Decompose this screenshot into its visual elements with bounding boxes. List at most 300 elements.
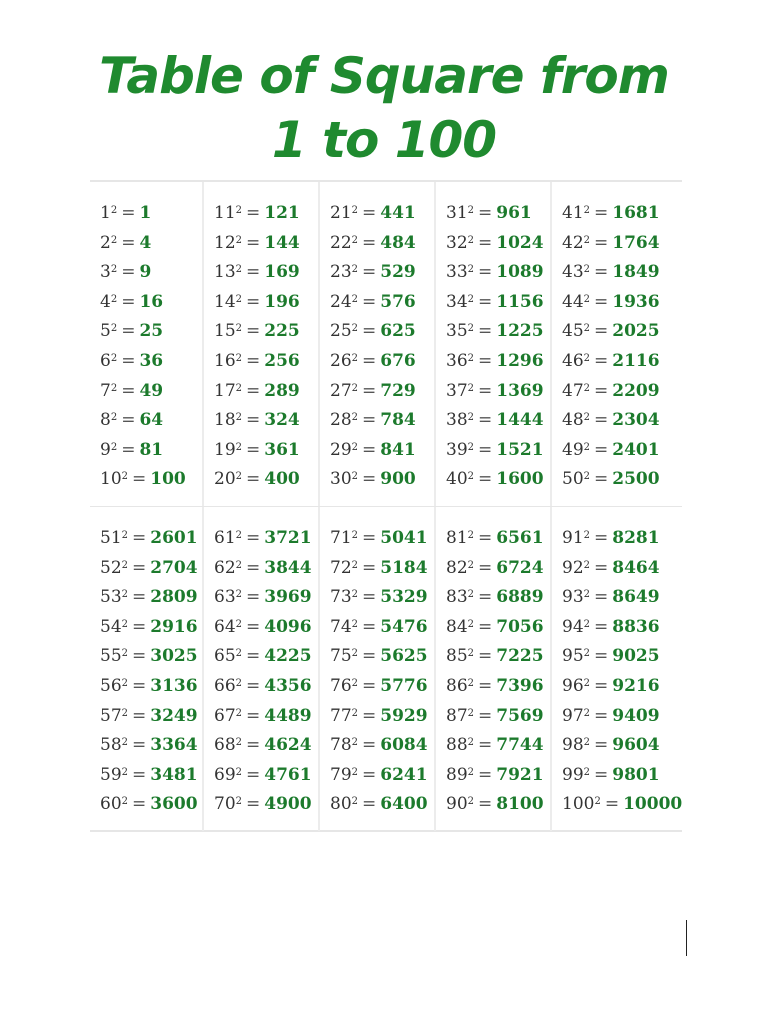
- square-entry: [214, 469, 300, 489]
- square-entry: [446, 765, 544, 785]
- base-number: 29: [330, 439, 352, 460]
- base-number: 82: [446, 557, 468, 578]
- square-entry: [562, 292, 660, 312]
- exponent: 2: [583, 707, 591, 719]
- square-value: 2601: [150, 528, 198, 548]
- base-number: 80: [330, 794, 352, 815]
- square-entry: [330, 528, 428, 548]
- base-number: 48: [562, 410, 584, 431]
- equals-sign: =: [594, 262, 609, 283]
- exponent: 2: [351, 678, 359, 689]
- square-value: 1296: [496, 351, 544, 371]
- square-value: 2704: [150, 557, 198, 578]
- base-number: 86: [446, 676, 468, 696]
- equals-sign: =: [362, 291, 377, 312]
- base-number: 67: [214, 705, 236, 726]
- exponent: 2: [121, 707, 129, 719]
- base-number: 94: [562, 616, 584, 637]
- equals-sign: =: [121, 232, 136, 253]
- square-value: 16: [139, 291, 164, 312]
- equals-sign: =: [594, 646, 609, 667]
- square-value: 4624: [264, 735, 312, 756]
- square-value: 5776: [380, 676, 428, 696]
- base-number: 40: [446, 469, 468, 490]
- equals-sign: =: [246, 321, 261, 342]
- base-number: 49: [562, 439, 584, 460]
- square-entry: [214, 735, 312, 755]
- square-value: 5041: [380, 528, 428, 548]
- base-number: 8: [100, 410, 111, 431]
- equals-sign: =: [594, 764, 609, 785]
- equals-sign: =: [246, 557, 261, 578]
- table-column: [202, 182, 320, 506]
- square-value: 841: [380, 439, 416, 460]
- square-value: 4: [139, 232, 152, 253]
- square-value: 3969: [264, 587, 312, 608]
- exponent: 2: [110, 353, 118, 364]
- square-value: 3249: [150, 705, 198, 726]
- exponent: 2: [583, 737, 591, 749]
- exponent: 2: [121, 678, 129, 689]
- square-entry: [214, 321, 300, 341]
- base-number: 46: [562, 351, 584, 371]
- equals-sign: =: [246, 528, 261, 548]
- square-value: 144: [264, 232, 300, 253]
- exponent: 2: [121, 471, 129, 483]
- equals-sign: =: [478, 321, 493, 342]
- exponent: 2: [583, 205, 591, 216]
- base-number: 5: [100, 321, 111, 342]
- base-number: 75: [330, 646, 352, 667]
- base-number: 2: [100, 232, 111, 253]
- base-number: 38: [446, 410, 468, 431]
- square-entry: [214, 706, 312, 726]
- square-value: 289: [264, 380, 300, 401]
- base-number: 76: [330, 676, 352, 696]
- square-value: 256: [264, 351, 300, 371]
- square-value: 400: [264, 469, 300, 490]
- equals-sign: =: [478, 557, 493, 578]
- square-value: 4761: [264, 764, 312, 785]
- exponent: 2: [583, 766, 591, 778]
- square-entry: [214, 410, 300, 430]
- equals-sign: =: [362, 705, 377, 726]
- equals-sign: =: [478, 410, 493, 431]
- exponent: 2: [467, 766, 475, 778]
- equals-sign: =: [362, 439, 377, 460]
- exponent: 2: [467, 441, 475, 453]
- equals-sign: =: [121, 439, 136, 460]
- exponent: 2: [583, 353, 591, 364]
- base-number: 21: [330, 203, 352, 223]
- equals-sign: =: [478, 439, 493, 460]
- equals-sign: =: [478, 735, 493, 756]
- title-line-2: 1 to 100: [271, 111, 497, 169]
- square-entry: [100, 351, 163, 371]
- square-entry: [214, 440, 300, 460]
- exponent: 2: [351, 264, 359, 276]
- base-number: 42: [562, 232, 584, 253]
- exponent: 2: [583, 471, 591, 483]
- equals-sign: =: [246, 735, 261, 756]
- table-column: [90, 182, 202, 506]
- square-entry: [446, 292, 544, 312]
- equals-sign: =: [362, 616, 377, 637]
- equals-sign: =: [594, 439, 609, 460]
- table-column: [434, 182, 552, 506]
- equals-sign: =: [594, 410, 609, 431]
- equals-sign: =: [478, 291, 493, 312]
- exponent: 2: [235, 323, 243, 335]
- base-number: 99: [562, 764, 584, 785]
- exponent: 2: [235, 796, 243, 808]
- square-value: 5625: [380, 646, 428, 667]
- square-value: 1225: [496, 321, 544, 342]
- square-value: 225: [264, 321, 300, 342]
- base-number: 83: [446, 587, 468, 608]
- square-value: 361: [264, 439, 300, 460]
- base-number: 78: [330, 735, 352, 756]
- square-value: 1936: [612, 291, 660, 312]
- square-value: 4096: [264, 616, 312, 637]
- square-value: 25: [139, 321, 164, 342]
- square-entry: [330, 381, 416, 401]
- base-number: 98: [562, 735, 584, 756]
- base-number: 85: [446, 646, 468, 667]
- square-entry: [330, 351, 416, 371]
- square-entry: [214, 794, 312, 814]
- square-value: 1444: [496, 410, 544, 431]
- square-entry: [214, 351, 300, 371]
- equals-sign: =: [594, 557, 609, 578]
- square-entry: [100, 587, 198, 607]
- square-entry: [562, 203, 660, 223]
- square-value: 2916: [150, 616, 198, 637]
- square-entry: [562, 381, 660, 401]
- square-value: 4356: [264, 676, 312, 696]
- base-number: 34: [446, 291, 468, 312]
- exponent: 2: [583, 648, 591, 660]
- equals-sign: =: [478, 528, 493, 548]
- exponent: 2: [351, 530, 359, 541]
- base-number: 15: [214, 321, 236, 342]
- base-number: 4: [100, 291, 111, 312]
- equals-sign: =: [246, 262, 261, 283]
- equals-sign: =: [246, 587, 261, 608]
- equals-sign: =: [246, 676, 261, 696]
- square-entry: [330, 765, 428, 785]
- table-column: [318, 182, 436, 506]
- base-number: 64: [214, 616, 236, 637]
- equals-sign: =: [594, 380, 609, 401]
- base-number: 24: [330, 291, 352, 312]
- square-entry: [562, 558, 660, 578]
- square-entry: [214, 765, 312, 785]
- equals-sign: =: [132, 557, 147, 578]
- exponent: 2: [235, 205, 243, 216]
- square-entry: [330, 706, 428, 726]
- equals-sign: =: [478, 469, 493, 490]
- exponent: 2: [351, 648, 359, 660]
- square-entry: [446, 381, 544, 401]
- equals-sign: =: [362, 646, 377, 667]
- square-entry: [100, 706, 198, 726]
- table-column: [550, 182, 684, 506]
- exponent: 2: [235, 559, 243, 571]
- equals-sign: =: [362, 262, 377, 283]
- exponent: 2: [351, 412, 359, 424]
- exponent: 2: [583, 618, 591, 630]
- base-number: 51: [100, 528, 122, 548]
- base-number: 3: [100, 262, 111, 283]
- text-cursor: [686, 920, 687, 956]
- equals-sign: =: [121, 203, 136, 223]
- square-entry: [214, 558, 312, 578]
- base-number: 28: [330, 410, 352, 431]
- equals-sign: =: [362, 351, 377, 371]
- square-entry: [214, 292, 300, 312]
- exponent: 2: [235, 441, 243, 453]
- equals-sign: =: [132, 616, 147, 637]
- equals-sign: =: [594, 616, 609, 637]
- exponent: 2: [235, 234, 243, 246]
- square-value: 3600: [150, 794, 198, 815]
- square-entry: [562, 410, 660, 430]
- equals-sign: =: [594, 676, 609, 696]
- base-number: 71: [330, 528, 352, 548]
- equals-sign: =: [132, 469, 147, 490]
- equals-sign: =: [478, 646, 493, 667]
- square-value: 5476: [380, 616, 428, 637]
- equals-sign: =: [246, 794, 261, 815]
- square-entry: [100, 203, 151, 223]
- square-value: 8836: [612, 616, 660, 637]
- square-entry: [330, 558, 428, 578]
- square-value: 7056: [496, 616, 544, 637]
- square-value: 100: [150, 469, 186, 490]
- equals-sign: =: [594, 735, 609, 756]
- exponent: 2: [467, 648, 475, 660]
- equals-sign: =: [594, 203, 609, 223]
- square-entry: [214, 381, 300, 401]
- exponent: 2: [467, 737, 475, 749]
- square-entry: [330, 440, 416, 460]
- exponent: 2: [110, 264, 118, 276]
- base-number: 31: [446, 203, 468, 223]
- square-entry: [100, 765, 198, 785]
- square-entry: [562, 646, 660, 666]
- square-value: 1521: [496, 439, 544, 460]
- table-block-2: [90, 506, 682, 831]
- square-value: 441: [380, 203, 416, 223]
- base-number: 74: [330, 616, 352, 637]
- square-value: 676: [380, 351, 416, 371]
- square-value: 6400: [380, 794, 428, 815]
- square-entry: [100, 381, 163, 401]
- square-entry: [100, 735, 198, 755]
- exponent: 2: [235, 293, 243, 305]
- exponent: 2: [467, 471, 475, 483]
- square-entry: [100, 676, 198, 696]
- equals-sign: =: [594, 705, 609, 726]
- equals-sign: =: [478, 351, 493, 371]
- square-entry: [100, 410, 163, 430]
- equals-sign: =: [594, 469, 609, 490]
- square-entry: [330, 587, 428, 607]
- exponent: 2: [351, 707, 359, 719]
- square-entry: [562, 706, 660, 726]
- equals-sign: =: [132, 676, 147, 696]
- base-number: 50: [562, 469, 584, 490]
- square-value: 7744: [496, 735, 544, 756]
- base-number: 93: [562, 587, 584, 608]
- square-value: 6241: [380, 764, 428, 785]
- base-number: 89: [446, 764, 468, 785]
- equals-sign: =: [246, 616, 261, 637]
- square-entry: [446, 794, 544, 814]
- square-value: 3844: [264, 557, 312, 578]
- equals-sign: =: [362, 676, 377, 696]
- base-number: 18: [214, 410, 236, 431]
- square-entry: [214, 262, 300, 282]
- square-entry: [100, 262, 151, 282]
- base-number: 87: [446, 705, 468, 726]
- equals-sign: =: [478, 676, 493, 696]
- exponent: 2: [583, 234, 591, 246]
- exponent: 2: [467, 589, 475, 601]
- square-entry: [562, 469, 660, 489]
- equals-sign: =: [132, 705, 147, 726]
- equals-sign: =: [121, 351, 136, 371]
- exponent: 2: [467, 382, 475, 394]
- square-entry: [562, 528, 660, 548]
- equals-sign: =: [362, 469, 377, 490]
- square-entry: [446, 558, 544, 578]
- square-value: 484: [380, 232, 416, 253]
- base-number: 32: [446, 232, 468, 253]
- exponent: 2: [235, 707, 243, 719]
- exponent: 2: [121, 530, 129, 541]
- square-entry: [100, 794, 198, 814]
- square-value: 81: [139, 439, 164, 460]
- exponent: 2: [583, 293, 591, 305]
- square-value: 5929: [380, 705, 428, 726]
- equals-sign: =: [246, 439, 261, 460]
- base-number: 97: [562, 705, 584, 726]
- square-value: 8649: [612, 587, 660, 608]
- base-number: 25: [330, 321, 352, 342]
- square-value: 8100: [496, 794, 544, 815]
- square-value: 2500: [612, 469, 660, 490]
- exponent: 2: [235, 589, 243, 601]
- square-entry: [562, 321, 660, 341]
- base-number: 57: [100, 705, 122, 726]
- square-value: 1681: [612, 203, 660, 223]
- equals-sign: =: [362, 557, 377, 578]
- square-value: 7921: [496, 764, 544, 785]
- equals-sign: =: [246, 410, 261, 431]
- base-number: 59: [100, 764, 122, 785]
- square-value: 3136: [150, 676, 198, 696]
- square-value: 2025: [612, 321, 660, 342]
- exponent: 2: [583, 559, 591, 571]
- exponent: 2: [235, 530, 243, 541]
- square-entry: [446, 528, 544, 548]
- exponent: 2: [235, 264, 243, 276]
- square-value: 6084: [380, 735, 428, 756]
- exponent: 2: [583, 412, 591, 424]
- square-value: 9216: [612, 676, 660, 696]
- exponent: 2: [467, 234, 475, 246]
- square-value: 8464: [612, 557, 660, 578]
- exponent: 2: [235, 618, 243, 630]
- equals-sign: =: [246, 351, 261, 371]
- base-number: 9: [100, 439, 111, 460]
- square-entry: [446, 676, 544, 696]
- equals-sign: =: [362, 321, 377, 342]
- equals-sign: =: [132, 794, 147, 815]
- base-number: 13: [214, 262, 236, 283]
- exponent: 2: [467, 707, 475, 719]
- exponent: 2: [467, 412, 475, 424]
- square-entry: [214, 617, 312, 637]
- square-value: 9025: [612, 646, 660, 667]
- equals-sign: =: [246, 203, 261, 223]
- square-entry: [214, 587, 312, 607]
- square-value: 1849: [612, 262, 660, 283]
- exponent: 2: [121, 796, 129, 808]
- square-value: 1089: [496, 262, 544, 283]
- square-value: 2304: [612, 410, 660, 431]
- equals-sign: =: [478, 380, 493, 401]
- equals-sign: =: [246, 232, 261, 253]
- table-block-1: [90, 182, 682, 506]
- square-value: 6561: [496, 528, 544, 548]
- exponent: 2: [583, 678, 591, 689]
- equals-sign: =: [121, 321, 136, 342]
- square-value: 4489: [264, 705, 312, 726]
- equals-sign: =: [604, 794, 620, 815]
- base-number: 53: [100, 587, 122, 608]
- exponent: 2: [110, 293, 118, 305]
- exponent: 2: [583, 264, 591, 276]
- square-entry: [330, 233, 416, 253]
- equals-sign: =: [121, 262, 136, 283]
- square-value: 2401: [612, 439, 660, 460]
- square-entry: [446, 617, 544, 637]
- square-entry: [446, 351, 544, 371]
- square-entry: [562, 262, 660, 282]
- exponent: 2: [235, 766, 243, 778]
- square-value: 7225: [496, 646, 544, 667]
- exponent: 2: [467, 293, 475, 305]
- square-entry: [100, 646, 198, 666]
- exponent: 2: [467, 530, 475, 541]
- equals-sign: =: [246, 764, 261, 785]
- exponent: 2: [351, 293, 359, 305]
- square-entry: [100, 292, 163, 312]
- square-entry: [330, 646, 428, 666]
- base-number: 100: [562, 794, 595, 815]
- exponent: 2: [110, 412, 118, 424]
- table-column: [202, 507, 320, 831]
- exponent: 2: [351, 471, 359, 483]
- page-title: [0, 44, 768, 172]
- exponent: 2: [235, 382, 243, 394]
- square-entry: [446, 233, 544, 253]
- equals-sign: =: [246, 380, 261, 401]
- square-entry: [330, 794, 428, 814]
